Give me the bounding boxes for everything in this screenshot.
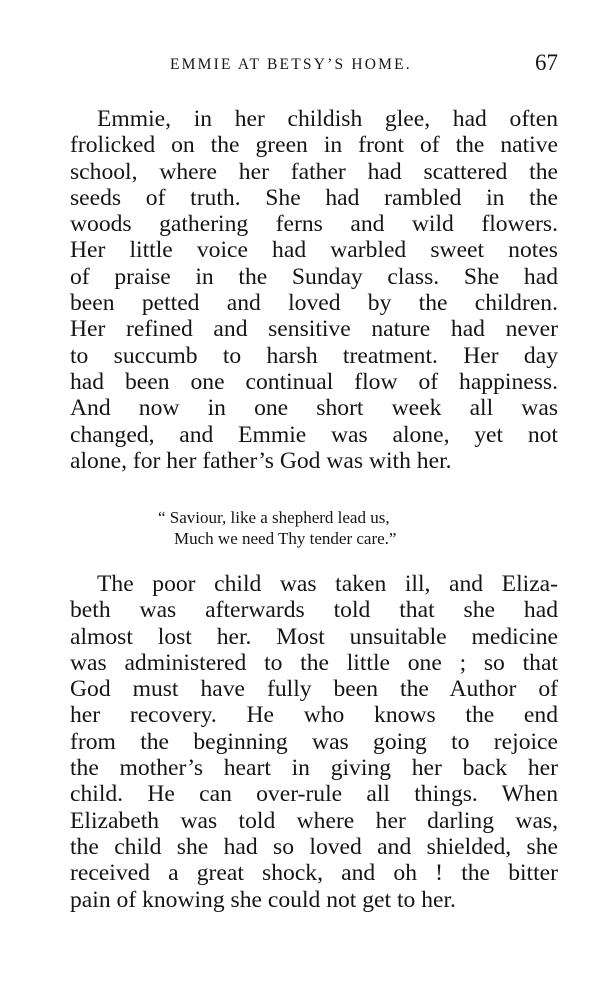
hymn-quotation bbox=[158, 507, 488, 549]
text-line: of praise in the Sunday class. She had bbox=[70, 263, 558, 290]
text-line: Her little voice had warbled sweet notes bbox=[70, 237, 558, 264]
text-line: frolicked on the green in front of the native bbox=[70, 132, 558, 159]
text-line: God must have fully been the Author of bbox=[70, 676, 558, 703]
running-head bbox=[70, 50, 560, 80]
text-line: was administered to the little one ; so that bbox=[70, 649, 558, 676]
text-line: changed, and Emmie was alone, yet not bbox=[70, 421, 558, 448]
text-line: seeds of truth. She had rambled in the bbox=[70, 184, 558, 211]
verse-line: Much we need Thy tender care.” bbox=[174, 529, 397, 548]
text-line: to succumb to harsh treatment. Her day bbox=[70, 342, 558, 369]
text-line: her recovery. He who knows the end bbox=[70, 702, 558, 729]
text-line: been petted and loved by the children. bbox=[70, 290, 558, 317]
running-title: EMMIE AT BETSY’S HOME. bbox=[170, 56, 412, 73]
text-line: Emmie, in her childish glee, had often bbox=[97, 106, 558, 132]
text-line: the child she had so loved and shielded, she bbox=[70, 833, 558, 860]
paragraph-child-ill bbox=[70, 571, 558, 913]
page-number: 67 bbox=[535, 50, 558, 75]
text-line: And now in one short week all was bbox=[70, 395, 558, 422]
text-line: alone, for her father’s God was with her. bbox=[70, 447, 452, 474]
paragraph-emmie-glee bbox=[70, 106, 558, 474]
text-line: Elizabeth was told where her darling was, bbox=[70, 807, 558, 834]
text-line: Her refined and sensitive nature had never bbox=[70, 316, 558, 343]
text-line: woods gathering ferns and wild flowers. bbox=[70, 211, 558, 238]
text-line: child. He can over-rule all things. When bbox=[70, 781, 558, 808]
text-line: had been one continual flow of happiness. bbox=[70, 368, 558, 395]
text-line: from the beginning was going to rejoice bbox=[70, 728, 558, 755]
text-line: beth was afterwards told that she had bbox=[70, 597, 558, 624]
text-line: pain of knowing she could not get to her. bbox=[70, 886, 456, 913]
text-line: The poor child was taken ill, and Eliza- bbox=[97, 571, 558, 597]
verse-line: “ Saviour, like a shepherd lead us, bbox=[158, 508, 390, 527]
text-line: the mother’s heart in giving her back her bbox=[70, 755, 558, 782]
text-line: school, where her father had scattered the bbox=[70, 158, 558, 185]
text-line: received a great shock, and oh ! the bitter bbox=[70, 860, 558, 887]
text-line: almost lost her. Most unsuitable medicine bbox=[70, 623, 558, 650]
